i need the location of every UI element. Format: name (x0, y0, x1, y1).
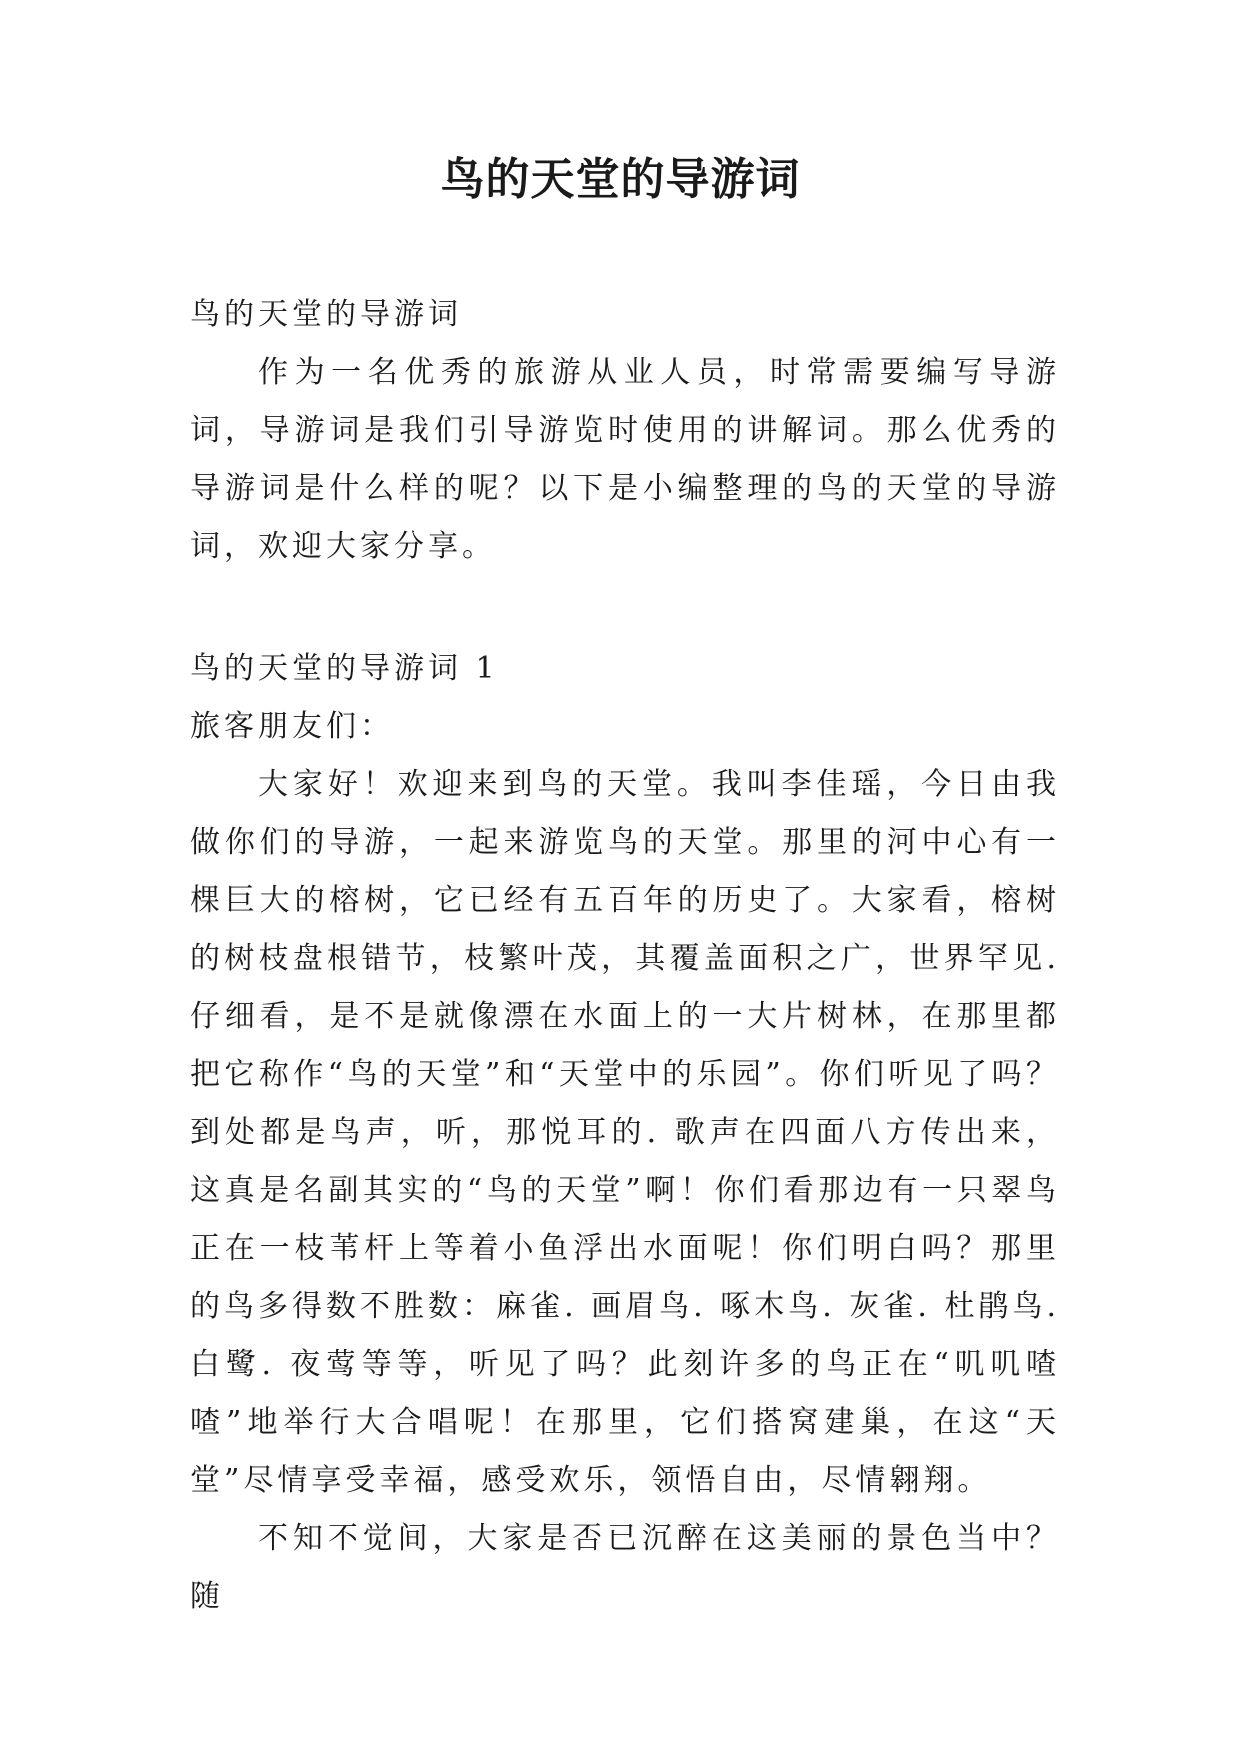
document-title: 鸟的天堂的导游词 (440, 154, 801, 205)
intro-section (190, 286, 1060, 576)
intro-heading: 鸟的天堂的导游词 (190, 297, 462, 332)
section-1 (190, 640, 1060, 1626)
section-1-greeting: 旅客朋友们： (190, 709, 394, 744)
section-1-heading: 鸟的天堂的导游词 1 (190, 651, 499, 686)
intro-paragraph: 作为一名优秀的旅游从业人员，时常需要编写导游词，导游词是我们引导游览时使用的讲解词。那么优秀的导游词是什么样的呢？以下是小编整理的鸟的天堂的导游词，欢迎大家分享。 (190, 355, 1060, 564)
section-1-paragraph-1: 大家好！欢迎来到鸟的天堂。我叫李佳瑶，今日由我做你们的导游，一起来游览鸟的天堂。那里的河中心有一棵巨大的榕树，它已经有五百年的历史了。大家看，榕树的树枝盘根错节，枝繁叶茂，其覆盖面积之广，世界罕见. 仔细看，是不是就像漂在水面上的一大片树林，在那里都把它称作“鸟的天堂”和“天堂中的乐园”。你们听见了吗？到处都是鸟声，听，那悦耳的. 歌声在四面八方传出来，这真是名副其实的“鸟的天堂”啊！你们看那边有一只翠鸟正在一枝苇杆上等着小鱼浮出水面呢！你们明白吗？那里的鸟多得数不胜数：麻雀. 画眉鸟. 啄木鸟. 灰雀. 杜鹃鸟. 白鹭. 夜莺等等，听见了吗？此刻许多的鸟正在“叽叽喳喳”地举行大合唱呢！在那里，它们搭窝建巢，在这“天堂”尽情享受幸福，感受欢乐，领悟自由，尽情翱翔。 (190, 767, 1060, 1498)
section-1-paragraph-2: 不知不觉间，大家是否已沉醉在这美丽的景色当中？随 (190, 1521, 1060, 1614)
